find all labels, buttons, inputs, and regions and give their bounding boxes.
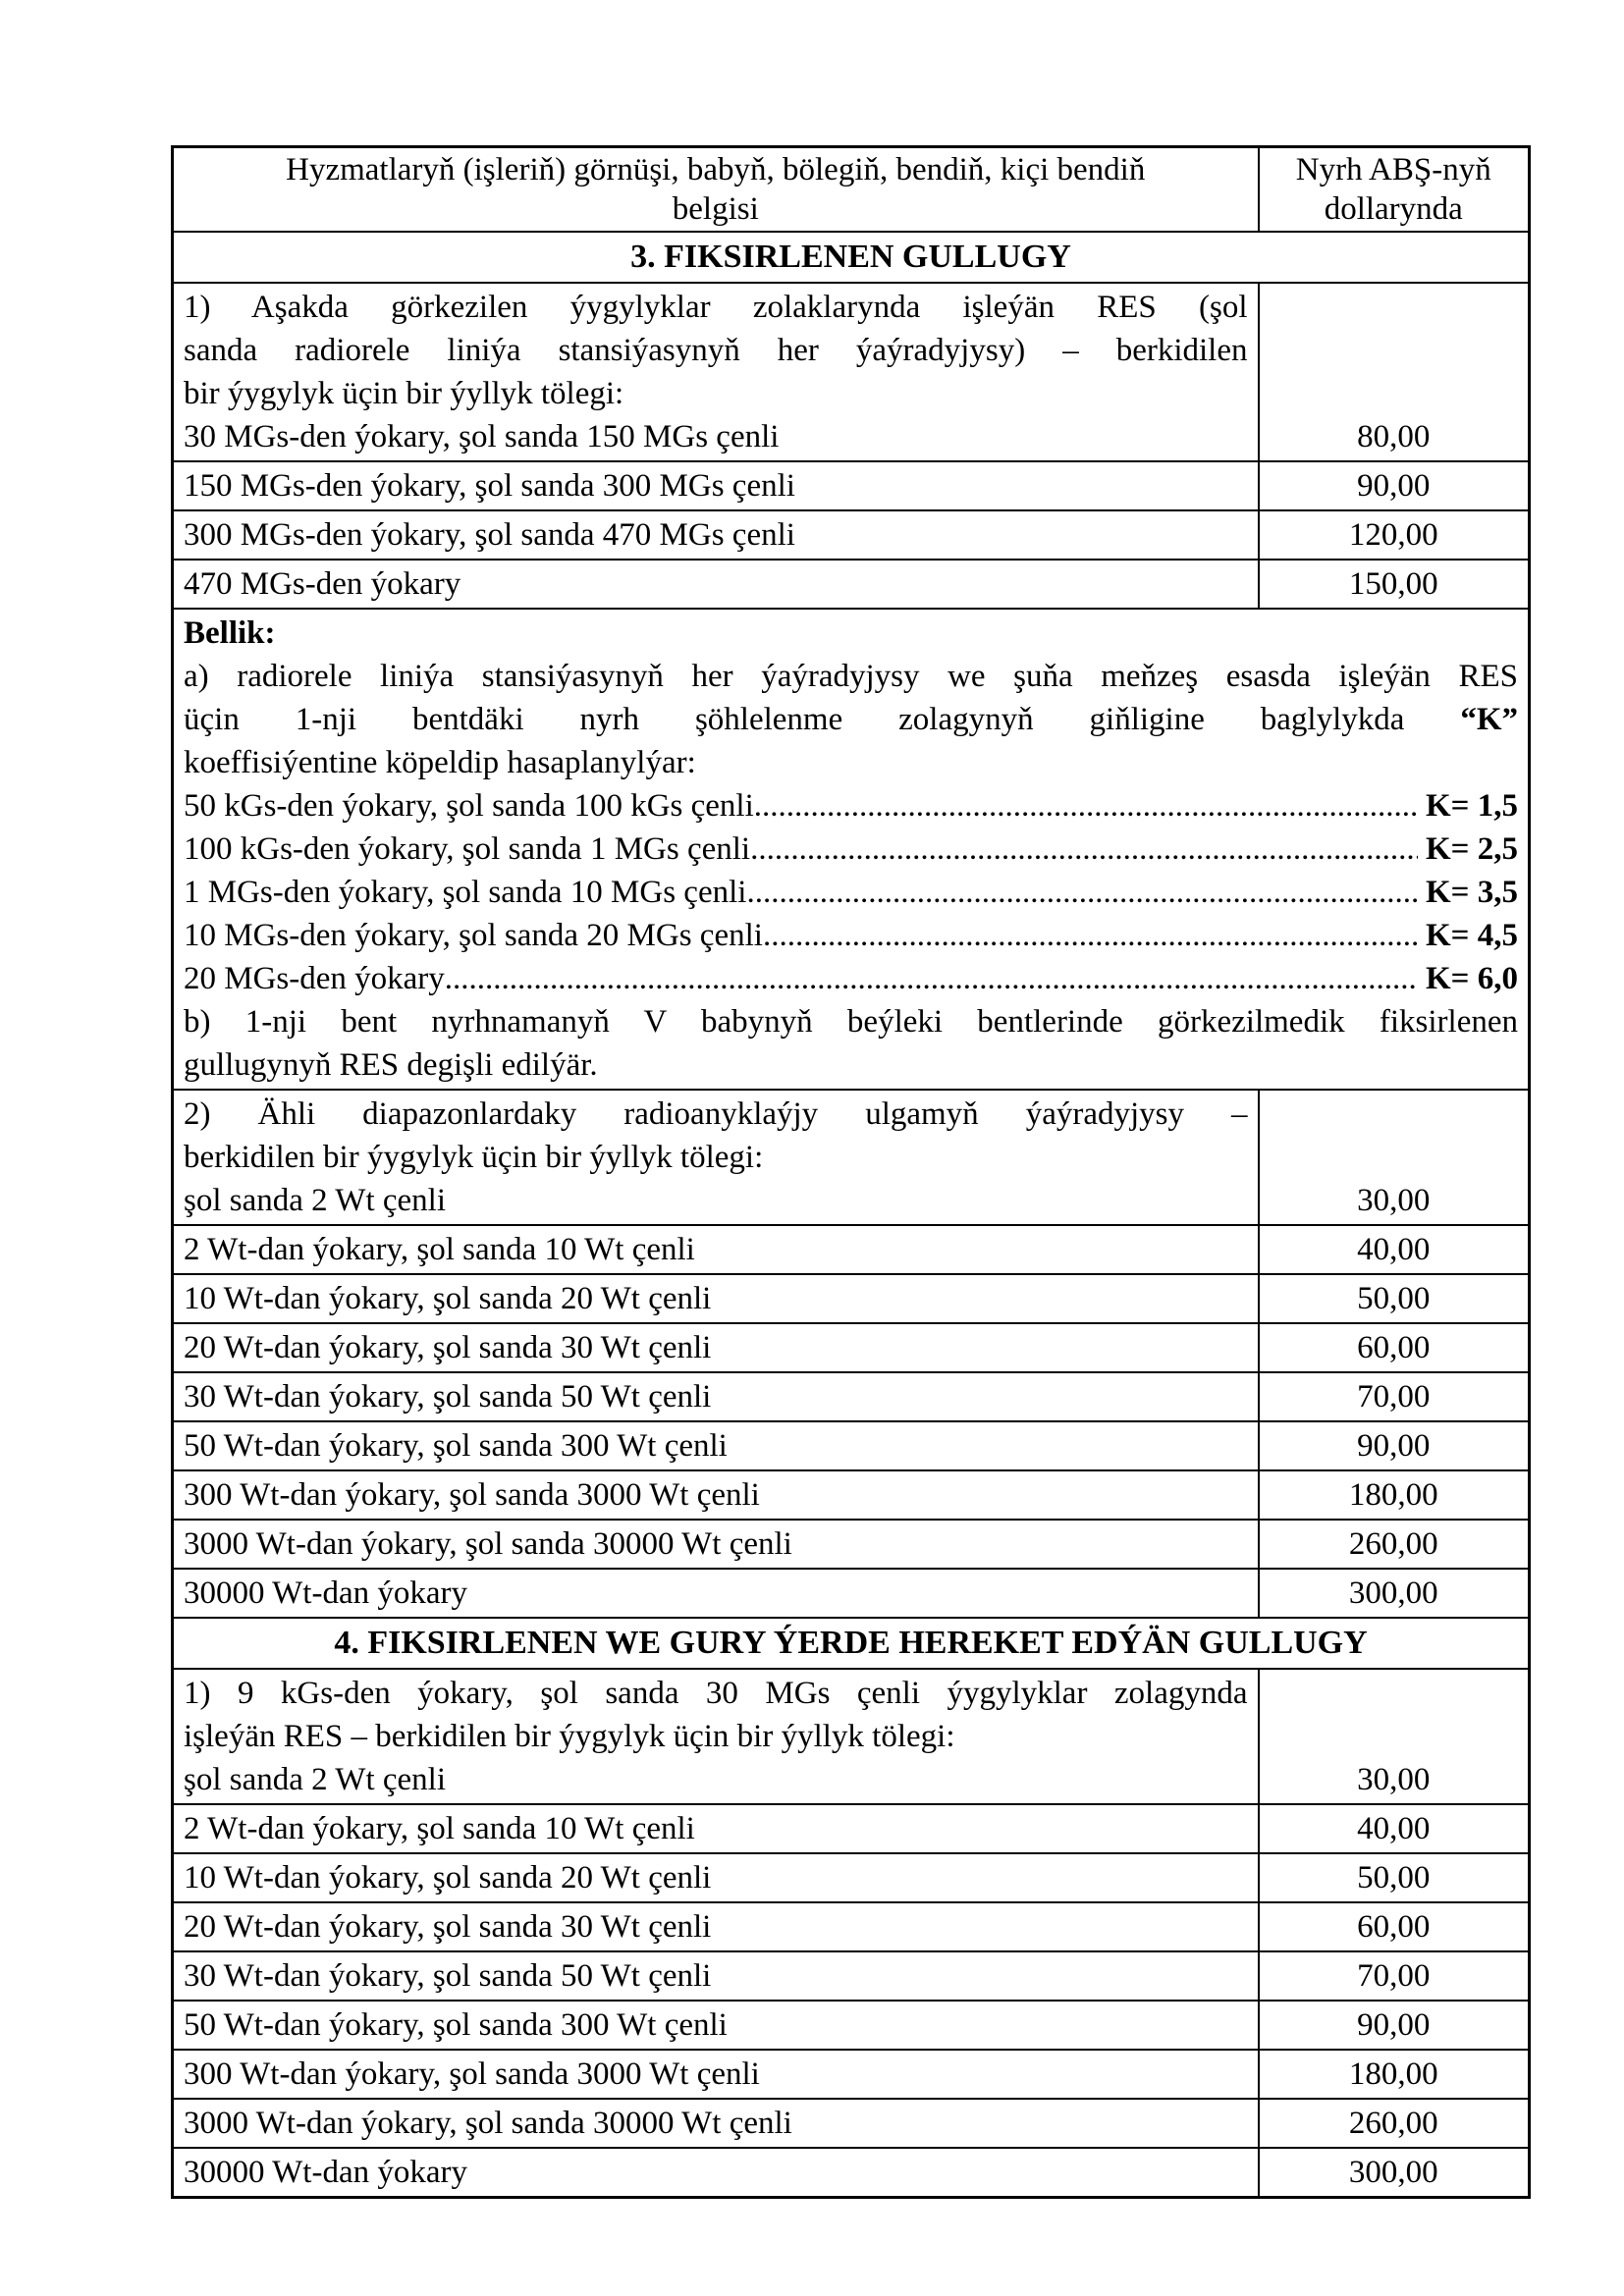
k-row — [184, 784, 1518, 828]
k-row-value: K= 4,5 — [1426, 918, 1518, 953]
tariff-value: 40,00 — [1259, 1804, 1530, 1853]
tariff-value: 90,00 — [1259, 2001, 1530, 2050]
tariff-value: 180,00 — [1259, 1470, 1530, 1520]
k-row-value: K= 3,5 — [1426, 875, 1518, 910]
s3-item1-row — [173, 283, 1530, 461]
service-column-header — [173, 147, 1259, 233]
k-coefficient-symbol: “K” — [1460, 702, 1518, 737]
service-column-header-line1: Hyzmatlaryň (işleriň) görnüşi, babyň, bölegiň, bendiň, kiçi bendiň — [286, 152, 1146, 187]
table-row — [173, 1274, 1530, 1323]
tariff-value: 70,00 — [1259, 1372, 1530, 1421]
note-a-line2-text: üçin 1-nji bentdäki nyrh şöhlelenme zolagynyň giňligine baglylykda — [184, 702, 1405, 737]
tariff-label: 2 Wt-dan ýokary, şol sanda 10 Wt çenli — [173, 1225, 1259, 1274]
table-row — [173, 1372, 1530, 1421]
k-row — [184, 871, 1518, 914]
s4-item1-tariff-value: 30,00 — [1259, 1669, 1530, 1804]
s4-item1-description — [173, 1669, 1259, 1804]
k-row-value: K= 6,0 — [1426, 961, 1518, 996]
table-row — [173, 2050, 1530, 2099]
table-row — [173, 1323, 1530, 1372]
tariff-value: 150,00 — [1259, 560, 1530, 609]
tariff-value: 70,00 — [1259, 1951, 1530, 2001]
tariff-label: 10 Wt-dan ýokary, şol sanda 20 Wt çenli — [173, 1853, 1259, 1902]
section-3-heading-row — [173, 232, 1530, 283]
tariff-label: 3000 Wt-dan ýokary, şol sanda 30000 Wt çenli — [173, 2099, 1259, 2148]
note-a-line1: a) radiorele liniýa stansiýasynyň her ýaýradyjysy we şuňa meňzeş esasda işleýän RES — [184, 659, 1518, 694]
s4-item1-line1: 1) 9 kGs-den ýokary, şol sanda 30 MGs çenli ýygylyklar zolagynda — [184, 1676, 1248, 1711]
tariff-value: 60,00 — [1259, 1323, 1530, 1372]
s3-item2-row — [173, 1090, 1530, 1225]
tariff-label: 30000 Wt-dan ýokary — [173, 2148, 1259, 2198]
tariff-label: 20 Wt-dan ýokary, şol sanda 30 Wt çenli — [173, 1323, 1259, 1372]
k-row — [184, 957, 1518, 1000]
table-row — [173, 1520, 1530, 1569]
table-row — [173, 2148, 1530, 2198]
table-row — [173, 1225, 1530, 1274]
dot-leader — [746, 871, 1418, 914]
tariff-value: 60,00 — [1259, 1902, 1530, 1951]
section-3-heading: 3. FIKSIRLENEN GULLUGY — [173, 232, 1530, 283]
s3-item1-line3: bir ýygylyk üçin bir ýyllyk tölegi: — [184, 376, 624, 411]
price-column-header-line2: dollarynda — [1324, 191, 1463, 227]
tariff-label: 30 Wt-dan ýokary, şol sanda 50 Wt çenli — [173, 1372, 1259, 1421]
k-row — [184, 828, 1518, 871]
table-row — [173, 1951, 1530, 2001]
tariff-label: 2 Wt-dan ýokary, şol sanda 10 Wt çenli — [173, 1804, 1259, 1853]
section-4-heading: 4. FIKSIRLENEN WE GURY ÝERDE HEREKET EDÝÄN GULLUGY — [173, 1618, 1530, 1669]
note-a-line2 — [184, 698, 1518, 741]
tariff-label: 300 MGs-den ýokary, şol sanda 470 MGs çenli — [173, 510, 1259, 560]
table-row — [173, 1569, 1530, 1618]
k-row — [184, 914, 1518, 957]
table-row — [173, 1470, 1530, 1520]
table-row — [173, 1804, 1530, 1853]
tariff-label: 3000 Wt-dan ýokary, şol sanda 30000 Wt çenli — [173, 1520, 1259, 1569]
table-row — [173, 1902, 1530, 1951]
tariff-value: 300,00 — [1259, 2148, 1530, 2198]
s3-item2-tariff-value: 30,00 — [1259, 1090, 1530, 1225]
tariff-value: 50,00 — [1259, 1853, 1530, 1902]
tariff-label: 50 Wt-dan ýokary, şol sanda 300 Wt çenli — [173, 2001, 1259, 2050]
s4-item1-row — [173, 1669, 1530, 1804]
tariff-value: 40,00 — [1259, 1225, 1530, 1274]
dot-leader — [750, 828, 1418, 871]
table-row — [173, 1853, 1530, 1902]
tariff-label: 10 Wt-dan ýokary, şol sanda 20 Wt çenli — [173, 1274, 1259, 1323]
k-row-label: 100 kGs-den ýokary, şol sanda 1 MGs çenli — [184, 831, 751, 867]
s3-item1-description — [173, 283, 1259, 461]
table-row — [173, 2099, 1530, 2148]
k-row-label: 50 kGs-den ýokary, şol sanda 100 kGs çenli — [184, 788, 754, 824]
s3-item1-line2: sanda radiorele liniýa stansiýasynyň her ýaýradyjysy) – berkidilen — [184, 333, 1248, 368]
table-row — [173, 2001, 1530, 2050]
dot-leader — [445, 957, 1418, 1000]
k-row-label: 20 MGs-den ýokary — [184, 961, 445, 996]
k-row-label: 10 MGs-den ýokary, şol sanda 20 MGs çenli — [184, 918, 763, 953]
note-b-line2: gullugynyň RES degişli edilýär. — [184, 1047, 598, 1083]
service-column-header-line2: belgisi — [672, 191, 759, 227]
tariff-table — [171, 145, 1531, 2199]
dot-leader — [754, 784, 1418, 828]
tariff-value: 50,00 — [1259, 1274, 1530, 1323]
table-row — [173, 560, 1530, 609]
tariff-value: 120,00 — [1259, 510, 1530, 560]
s3-item2-line2: berkidilen bir ýygylyk üçin bir ýyllyk tölegi: — [184, 1140, 764, 1175]
price-column-header — [1259, 147, 1530, 233]
k-row-value: K= 2,5 — [1426, 831, 1518, 867]
note-cell — [173, 609, 1530, 1090]
note-b-line1: b) 1-nji bent nyrhnamanyň V babynyň beýleki bentlerinde görkezilmedik fiksirlenen — [184, 1004, 1518, 1040]
table-row — [173, 1421, 1530, 1470]
tariff-label: 300 Wt-dan ýokary, şol sanda 3000 Wt çenli — [173, 1470, 1259, 1520]
tariff-label: 20 Wt-dan ýokary, şol sanda 30 Wt çenli — [173, 1902, 1259, 1951]
s4-item1-line2: işleýän RES – berkidilen bir ýygylyk üçin bir ýyllyk tölegi: — [184, 1719, 955, 1754]
section-4-heading-row — [173, 1618, 1530, 1669]
tariff-label: 30 Wt-dan ýokary, şol sanda 50 Wt çenli — [173, 1951, 1259, 2001]
table-row — [173, 461, 1530, 510]
tariff-label: 470 MGs-den ýokary — [173, 560, 1259, 609]
note-title: Bellik: — [184, 615, 276, 651]
s3-item2-line1: 2) Ähli diapazonlardaky radioanyklaýjy ulgamyň ýaýradyjysy – — [184, 1096, 1248, 1132]
dot-leader — [763, 914, 1418, 957]
s4-item1-tariff-label: şol sanda 2 Wt çenli — [184, 1762, 446, 1797]
tariff-label: 150 MGs-den ýokary, şol sanda 300 MGs çenli — [173, 461, 1259, 510]
tariff-value: 90,00 — [1259, 461, 1530, 510]
table-header-row — [173, 147, 1530, 233]
k-row-value: K= 1,5 — [1426, 788, 1518, 824]
s3-item1-tariff-value: 80,00 — [1259, 283, 1530, 461]
table-row — [173, 510, 1530, 560]
s3-item2-tariff-label: şol sanda 2 Wt çenli — [184, 1183, 446, 1218]
tariff-value: 260,00 — [1259, 1520, 1530, 1569]
tariff-value: 300,00 — [1259, 1569, 1530, 1618]
note-a-line3: koeffisiýentine köpeldip hasaplanylýar: — [184, 745, 696, 780]
price-column-header-line1: Nyrh ABŞ-nyň — [1295, 152, 1491, 187]
tariff-value: 180,00 — [1259, 2050, 1530, 2099]
tariff-label: 300 Wt-dan ýokary, şol sanda 3000 Wt çenli — [173, 2050, 1259, 2099]
k-row-label: 1 MGs-den ýokary, şol sanda 10 MGs çenli — [184, 875, 747, 910]
tariff-value: 90,00 — [1259, 1421, 1530, 1470]
note-row — [173, 609, 1530, 1090]
s3-item1-tariff-label: 30 MGs-den ýokary, şol sanda 150 MGs çenli — [184, 419, 780, 454]
tariff-label: 50 Wt-dan ýokary, şol sanda 300 Wt çenli — [173, 1421, 1259, 1470]
s3-item2-description — [173, 1090, 1259, 1225]
tariff-value: 260,00 — [1259, 2099, 1530, 2148]
tariff-label: 30000 Wt-dan ýokary — [173, 1569, 1259, 1618]
s3-item1-line1: 1) Aşakda görkezilen ýygylyklar zolaklarynda işleýän RES (şol — [184, 290, 1248, 325]
